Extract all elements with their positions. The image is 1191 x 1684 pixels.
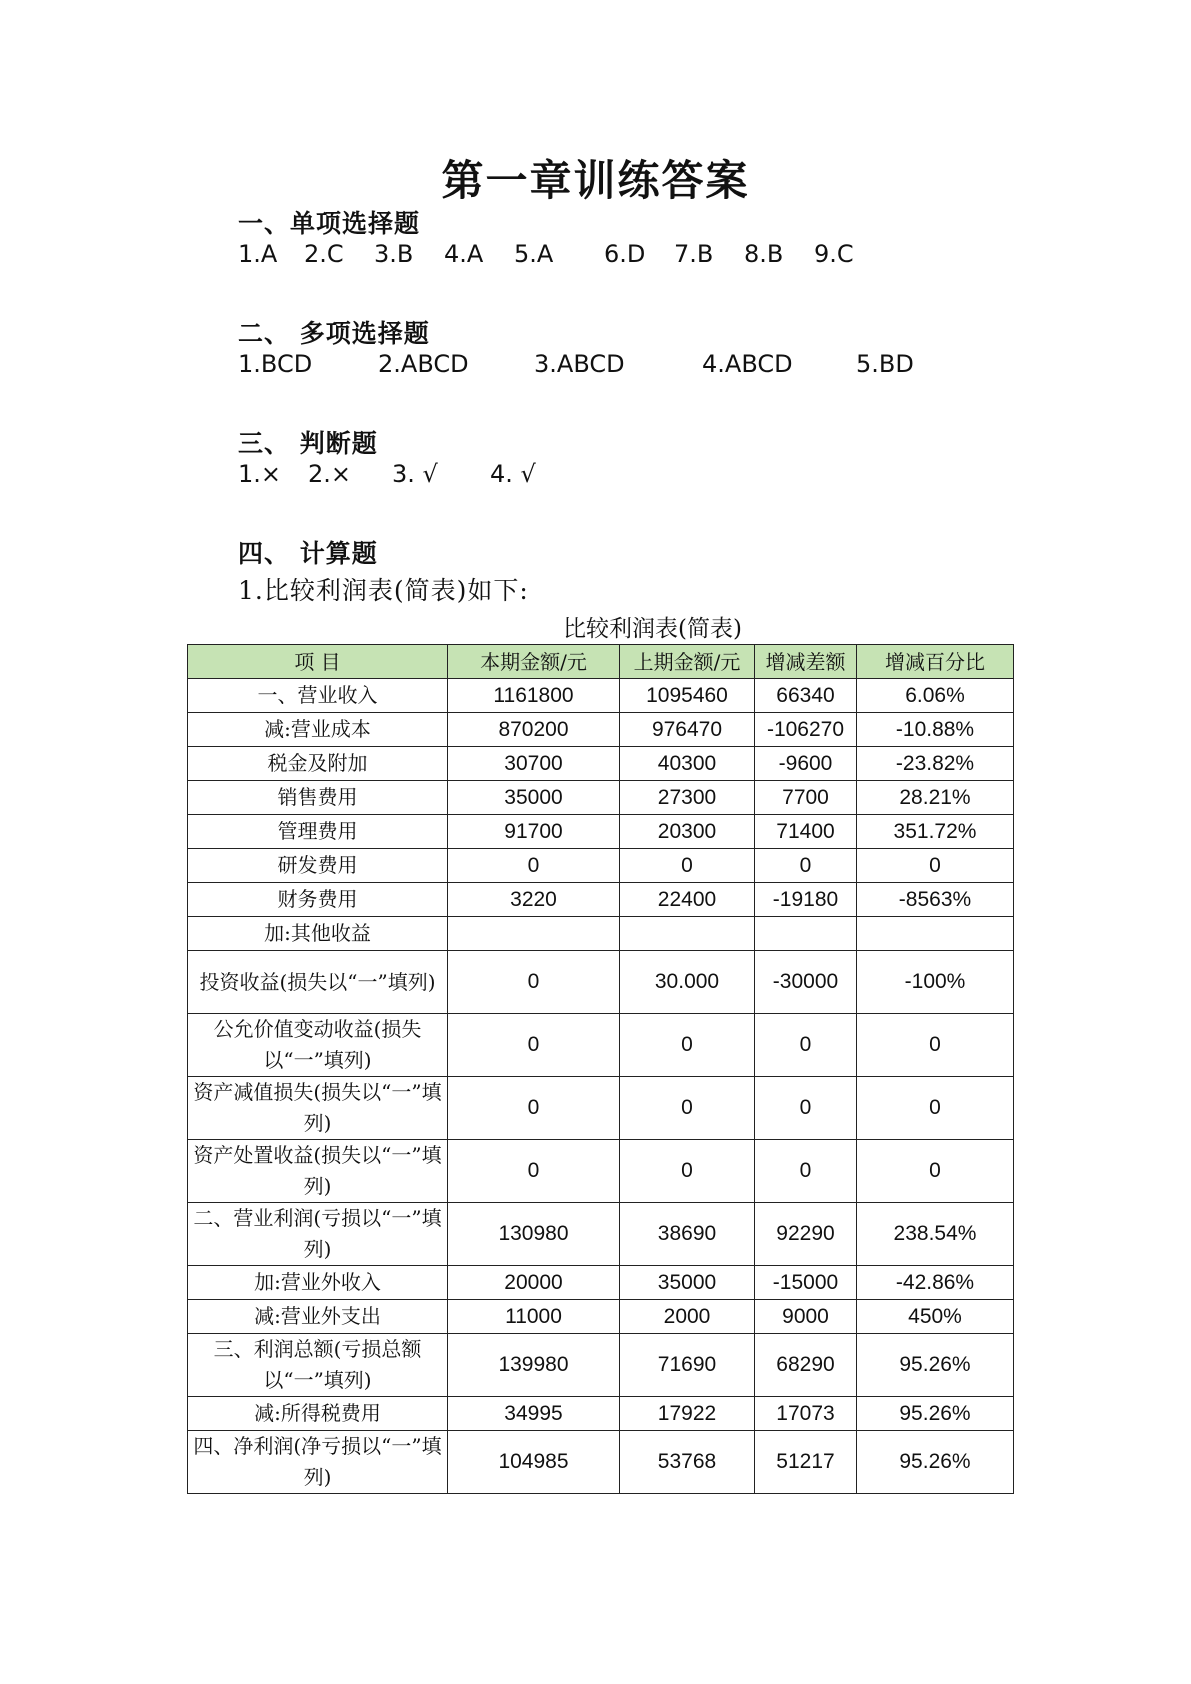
column-header-prior: 上期金额/元 — [620, 645, 755, 679]
percent-change: 0 — [857, 1077, 1014, 1140]
percent-change — [857, 917, 1014, 951]
answer-item: 5.A — [514, 240, 554, 268]
percent-change: 95.26% — [857, 1431, 1014, 1494]
prior-amount: 20300 — [620, 815, 755, 849]
prior-amount: 976470 — [620, 713, 755, 747]
answer-item: 7.B — [674, 240, 714, 268]
percent-change: 95.26% — [857, 1334, 1014, 1397]
row-item: 财务费用 — [188, 883, 448, 917]
answer-item: 1.BCD — [238, 350, 313, 378]
current-amount: 139980 — [448, 1334, 620, 1397]
answer-item: 2.C — [304, 240, 344, 268]
comparative-income-statement-table — [187, 644, 1014, 1494]
section-heading-multiple-choice: 二、 多项选择题 — [238, 319, 430, 348]
table-row — [188, 1014, 1014, 1077]
table-row — [188, 917, 1014, 951]
row-item: 管理费用 — [188, 815, 448, 849]
answer-item: 5.BD — [856, 350, 914, 378]
prior-amount: 17922 — [620, 1397, 755, 1431]
answer-item: 4.A — [444, 240, 484, 268]
percent-change: -100% — [857, 951, 1014, 1014]
table-row — [188, 679, 1014, 713]
answer-item: 4. √ — [490, 460, 536, 488]
difference: 17073 — [755, 1397, 857, 1431]
percent-change: 6.06% — [857, 679, 1014, 713]
current-amount: 870200 — [448, 713, 620, 747]
percent-change: 238.54% — [857, 1203, 1014, 1266]
prior-amount: 22400 — [620, 883, 755, 917]
table-title: 比较利润表(简表) — [563, 616, 742, 642]
row-item: 加:营业外收入 — [188, 1266, 448, 1300]
table-row — [188, 1397, 1014, 1431]
row-item: 减:营业成本 — [188, 713, 448, 747]
difference: 7700 — [755, 781, 857, 815]
section-heading-calculation: 四、 计算题 — [238, 539, 378, 568]
percent-change: 0 — [857, 1140, 1014, 1203]
answer-item: 1.× — [238, 460, 282, 488]
row-item: 二、营业利润(亏损以“一”填列) — [188, 1203, 448, 1266]
column-header-difference: 增减差额 — [755, 645, 857, 679]
answer-item: 3.B — [374, 240, 414, 268]
prior-amount: 40300 — [620, 747, 755, 781]
percent-change: -42.86% — [857, 1266, 1014, 1300]
percent-change: -23.82% — [857, 747, 1014, 781]
difference: -9600 — [755, 747, 857, 781]
answer-item: 1.A — [238, 240, 278, 268]
current-amount: 104985 — [448, 1431, 620, 1494]
prior-amount: 0 — [620, 1014, 755, 1077]
current-amount: 130980 — [448, 1203, 620, 1266]
row-item: 四、净利润(净亏损以“一”填列) — [188, 1431, 448, 1494]
row-item: 投资收益(损失以“一”填列) — [188, 951, 448, 1014]
table-row — [188, 1077, 1014, 1140]
prior-amount: 0 — [620, 1140, 755, 1203]
difference: 51217 — [755, 1431, 857, 1494]
percent-change: 0 — [857, 849, 1014, 883]
current-amount: 91700 — [448, 815, 620, 849]
prior-amount: 0 — [620, 1077, 755, 1140]
percent-change: 351.72% — [857, 815, 1014, 849]
table-row — [188, 951, 1014, 1014]
answer-item: 4.ABCD — [702, 350, 793, 378]
prior-amount — [620, 917, 755, 951]
row-item: 销售费用 — [188, 781, 448, 815]
row-item: 税金及附加 — [188, 747, 448, 781]
current-amount: 0 — [448, 849, 620, 883]
difference: 0 — [755, 1014, 857, 1077]
prior-amount: 2000 — [620, 1300, 755, 1334]
answer-item: 6.D — [604, 240, 646, 268]
current-amount: 34995 — [448, 1397, 620, 1431]
difference: 66340 — [755, 679, 857, 713]
table-row — [188, 883, 1014, 917]
row-item: 减:所得税费用 — [188, 1397, 448, 1431]
calculation-intro: 1.比较利润表(简表)如下: — [238, 576, 529, 605]
column-header-item: 项 目 — [188, 645, 448, 679]
difference: 9000 — [755, 1300, 857, 1334]
difference: -106270 — [755, 713, 857, 747]
difference: 0 — [755, 1077, 857, 1140]
table-row — [188, 815, 1014, 849]
current-amount: 0 — [448, 1014, 620, 1077]
prior-amount: 35000 — [620, 1266, 755, 1300]
current-amount: 11000 — [448, 1300, 620, 1334]
answer-item: 2.ABCD — [378, 350, 469, 378]
current-amount: 0 — [448, 951, 620, 1014]
current-amount: 30700 — [448, 747, 620, 781]
prior-amount: 1095460 — [620, 679, 755, 713]
current-amount: 0 — [448, 1077, 620, 1140]
percent-change: 0 — [857, 1014, 1014, 1077]
percent-change: -10.88% — [857, 713, 1014, 747]
row-item: 资产减值损失(损失以“一”填列) — [188, 1077, 448, 1140]
table-header-row — [188, 645, 1014, 679]
column-header-current: 本期金额/元 — [448, 645, 620, 679]
difference: 71400 — [755, 815, 857, 849]
section-heading-single-choice: 一、单项选择题 — [238, 209, 421, 238]
prior-amount: 27300 — [620, 781, 755, 815]
current-amount: 3220 — [448, 883, 620, 917]
answer-item: 3. √ — [392, 460, 438, 488]
row-item: 加:其他收益 — [188, 917, 448, 951]
page-title: 第一章训练答案 — [441, 156, 750, 205]
row-item: 三、利润总额(亏损总额以“一”填列) — [188, 1334, 448, 1397]
difference: -30000 — [755, 951, 857, 1014]
current-amount: 35000 — [448, 781, 620, 815]
answer-item: 2.× — [308, 460, 352, 488]
current-amount: 20000 — [448, 1266, 620, 1300]
prior-amount: 30.000 — [620, 951, 755, 1014]
difference: -19180 — [755, 883, 857, 917]
row-item: 减:营业外支出 — [188, 1300, 448, 1334]
difference: -15000 — [755, 1266, 857, 1300]
prior-amount: 0 — [620, 849, 755, 883]
prior-amount: 53768 — [620, 1431, 755, 1494]
table-row — [188, 713, 1014, 747]
row-item: 公允价值变动收益(损失以“一”填列) — [188, 1014, 448, 1077]
row-item: 资产处置收益(损失以“一”填列) — [188, 1140, 448, 1203]
table-row — [188, 1431, 1014, 1494]
column-header-percent: 增减百分比 — [857, 645, 1014, 679]
difference: 68290 — [755, 1334, 857, 1397]
prior-amount: 38690 — [620, 1203, 755, 1266]
row-item: 研发费用 — [188, 849, 448, 883]
table-row — [188, 1300, 1014, 1334]
answer-item: 3.ABCD — [534, 350, 625, 378]
table-row — [188, 781, 1014, 815]
difference: 92290 — [755, 1203, 857, 1266]
current-amount — [448, 917, 620, 951]
current-amount: 1161800 — [448, 679, 620, 713]
difference — [755, 917, 857, 951]
percent-change: -8563% — [857, 883, 1014, 917]
section-heading-true-false: 三、 判断题 — [238, 429, 378, 458]
prior-amount: 71690 — [620, 1334, 755, 1397]
difference: 0 — [755, 1140, 857, 1203]
table-row — [188, 1140, 1014, 1203]
table-row — [188, 1334, 1014, 1397]
table-row — [188, 1266, 1014, 1300]
table-row — [188, 849, 1014, 883]
table-row — [188, 747, 1014, 781]
answer-item: 9.C — [814, 240, 854, 268]
current-amount: 0 — [448, 1140, 620, 1203]
table-row — [188, 1203, 1014, 1266]
difference: 0 — [755, 849, 857, 883]
percent-change: 450% — [857, 1300, 1014, 1334]
row-item: 一、营业收入 — [188, 679, 448, 713]
percent-change: 28.21% — [857, 781, 1014, 815]
answer-item: 8.B — [744, 240, 784, 268]
percent-change: 95.26% — [857, 1397, 1014, 1431]
